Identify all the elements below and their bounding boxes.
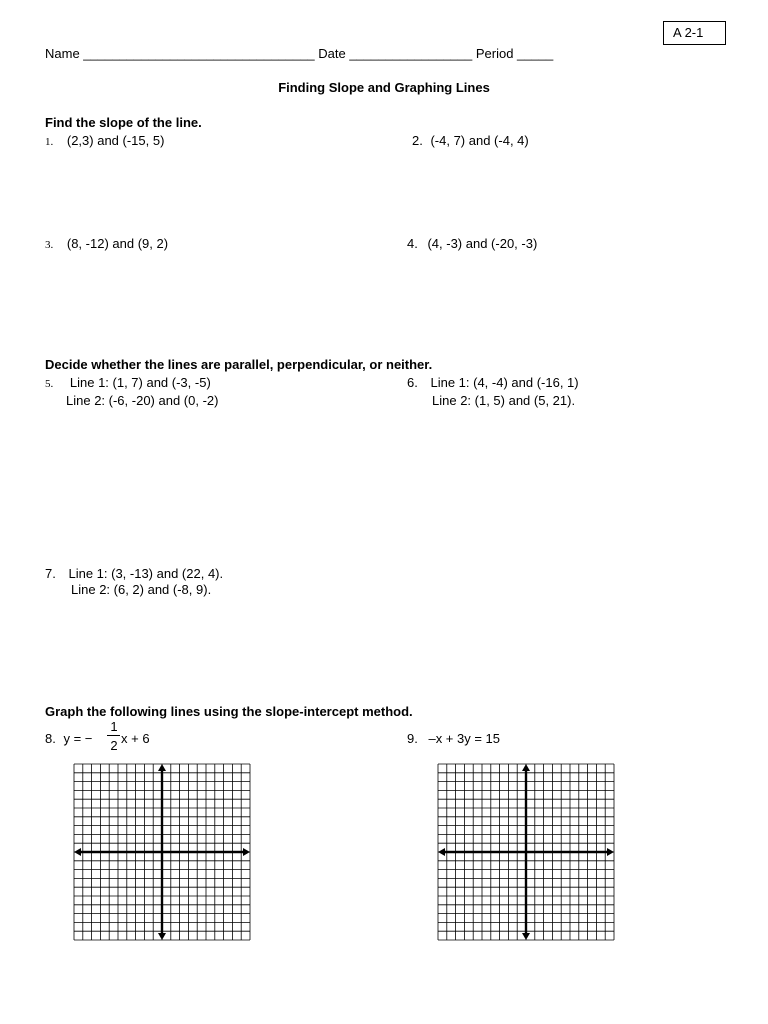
problem-8-suffix: x + 6 — [121, 731, 150, 746]
problem-9-coordinate-grid[interactable] — [434, 760, 618, 944]
problem-7 — [45, 566, 223, 582]
problem-9-number: 9. — [407, 731, 418, 746]
problem-9-text: –x + 3y = 15 — [428, 731, 501, 746]
problem-3 — [45, 236, 168, 253]
problem-7-line-1: Line 1: (3, -13) and (22, 4). — [68, 566, 224, 581]
y-axis-up-arrow — [522, 764, 530, 771]
problem-2 — [412, 133, 529, 149]
problem-4 — [407, 236, 537, 252]
problem-8 — [45, 731, 92, 747]
problem-4-text: (4, -3) and (-20, -3) — [427, 236, 538, 251]
problem-8-prefix: y = − — [63, 731, 93, 746]
worksheet-code: A 2-1 — [673, 25, 704, 40]
problem-8-fraction-denominator: 2 — [110, 738, 118, 753]
problem-8-coordinate-grid[interactable] — [70, 760, 254, 944]
problem-8-number: 8. — [45, 731, 56, 746]
problem-1-number: 1. — [45, 136, 54, 148]
problem-1-text: (2,3) and (-15, 5) — [66, 133, 165, 148]
name-date-period-line: Name ________________________________ Date _________________ Period _____ — [45, 46, 554, 61]
section-2-heading: Decide whether the lines are parallel, perpendicular, or neither. — [45, 357, 433, 372]
problem-6-line-2: Line 2: (1, 5) and (5, 21). — [432, 393, 576, 408]
problem-3-text: (8, -12) and (9, 2) — [66, 236, 169, 251]
problem-7-number: 7. — [45, 566, 56, 581]
problem-2-text: (-4, 7) and (-4, 4) — [430, 133, 529, 148]
y-axis-up-arrow — [158, 764, 166, 771]
problem-5-number: 5. — [45, 378, 54, 390]
problem-6-line-1: Line 1: (4, -4) and (-16, 1) — [430, 375, 579, 390]
x-axis-right-arrow — [243, 848, 250, 856]
problem-6 — [407, 375, 579, 391]
section-3-heading: Graph the following lines using the slope-intercept method. — [45, 704, 413, 719]
x-axis-right-arrow — [607, 848, 614, 856]
section-1-heading: Find the slope of the line. — [45, 115, 202, 130]
x-axis-left-arrow — [438, 848, 445, 856]
problem-2-number: 2. — [412, 133, 423, 148]
problem-8-fraction-bar — [107, 735, 120, 736]
problem-3-number: 3. — [45, 239, 54, 251]
problem-5 — [45, 375, 211, 392]
y-axis-down-arrow — [522, 933, 530, 940]
problem-4-number: 4. — [407, 236, 418, 251]
problem-8-fraction-numerator: 1 — [110, 719, 118, 734]
x-axis-left-arrow — [74, 848, 81, 856]
worksheet-code-box — [663, 21, 726, 45]
problem-9 — [407, 731, 500, 747]
y-axis-down-arrow — [158, 933, 166, 940]
problem-7-line-2: Line 2: (6, 2) and (-8, 9). — [71, 582, 212, 597]
problem-5-line-1: Line 1: (1, 7) and (-3, -5) — [69, 375, 211, 390]
problem-1 — [45, 133, 164, 150]
page-title: Finding Slope and Graphing Lines — [278, 80, 490, 95]
problem-5-line-2: Line 2: (-6, -20) and (0, -2) — [66, 393, 219, 408]
problem-6-number: 6. — [407, 375, 418, 390]
